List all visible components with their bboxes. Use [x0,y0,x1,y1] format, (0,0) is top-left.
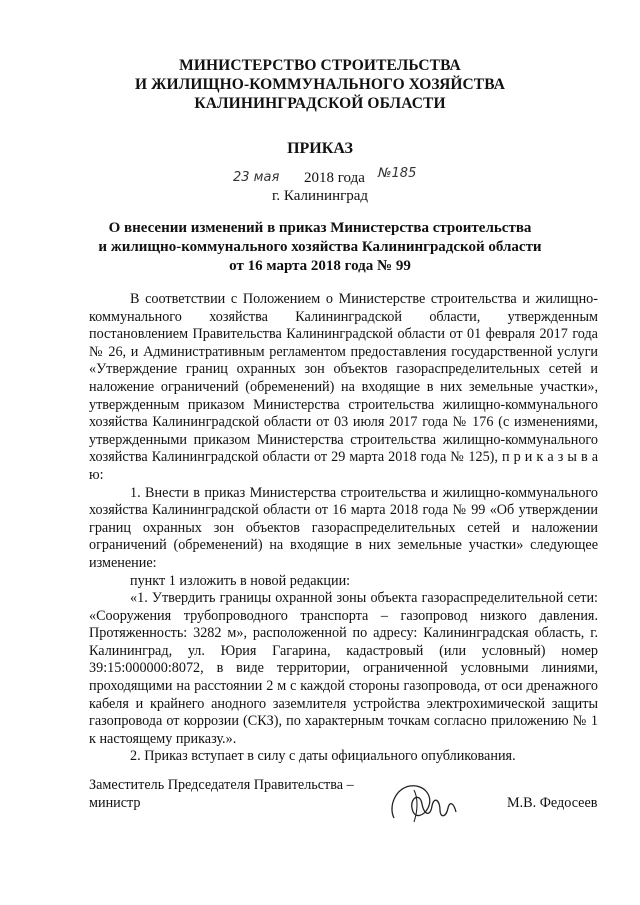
subject-line-2: и жилищно-коммунального хозяйства Калининградской области [98,239,542,255]
handwritten-date: 23 мая [233,170,280,185]
body-paragraph-item-1: 1. Внести в приказ Министерства строительства и жилищно-коммунального хозяйства Калининградской области от 16 марта 2018 года № 99 «Об утверждении границ охранных зон объектов газораспределительных сетей и наложении ограничений (обременений) на входящие в них земельные участки» следующее изменение: [89,484,598,571]
ministry-line-2: И ЖИЛИЩНО-КОММУНАЛЬНОГО ХОЗЯЙСТВА [134,76,506,93]
body-paragraph-preamble: В соответствии с Положением о Министерстве строительства и жилищно-коммунального хозяйства Калининградской области, утвержденным постановлением Правительства Калининградской области от 01 февраля 2017 года № 26, и Административным регламентом предоставления государственной услуги «Утверждение границ охранных зон объектов газораспределительных сетей и наложение ограничений (обременений) на входящие в них земельные участки», утвержденным приказом Министерства строительства жилищно-коммунального хозяйства Калининградской области от 03 июля 2017 года № 176 (с изменениями, утвержденными приказом Министерства строительства жилищно-коммунального хозяйства Калининградской области от 29 марта 2018 года № 125), п р и к а з ы в а ю: [89,291,598,483]
body-paragraph-quote: «1. Утвердить границы охранной зоны объекта газораспределительной сети: «Сооружения трубопроводного транспорта – газопровод низкого давления. Протяженность: 3282 м», расположенной по адресу: Калининградская область, г. Калининград, ул. Юрия Гагарина, кадастровый (или условный) номер 39:15:000000:8072, в виде территории, ограниченной условными линиями, проходящими на расстоянии 2 м с каждой стороны газопровода, от оси дренажного кабеля и крайнего анодного заземлителя устройства электрохимической защиты газопровода от коррозии (СКЗ), по характерным точкам согласно приложению № 1 к настоящему приказу.». [89,590,598,747]
order-city: г. Калининград [271,188,369,204]
order-title: ПРИКАЗ [287,140,353,157]
order-subject [0,219,640,276]
signatory-position [89,776,389,812]
ministry-header [0,56,640,113]
ministry-line-3: КАЛИНИНГРАДСКОЙ ОБЛАСТИ [194,95,446,112]
position-line-1: Заместитель Председателя Правительства – [89,777,354,793]
subject-line-3: от 16 марта 2018 года № 99 [229,258,411,274]
ministry-line-1: МИНИСТЕРСТВО СТРОИТЕЛЬСТВА [179,57,461,74]
position-line-2: министр [89,795,141,811]
body-paragraph-new-wording: пункт 1 изложить в новой редакции: [130,572,351,589]
body-paragraph-item-2: 2. Приказ вступает в силу с даты официального опубликования. [130,748,516,765]
handwritten-number: №185 [378,166,417,181]
order-body [89,291,598,766]
subject-line-1: О внесении изменений в приказ Министерства строительства [108,220,532,236]
handwritten-signature [384,778,464,828]
signatory-name: М.В. Федосеев [507,795,598,811]
order-year: 2018 года [304,170,365,186]
